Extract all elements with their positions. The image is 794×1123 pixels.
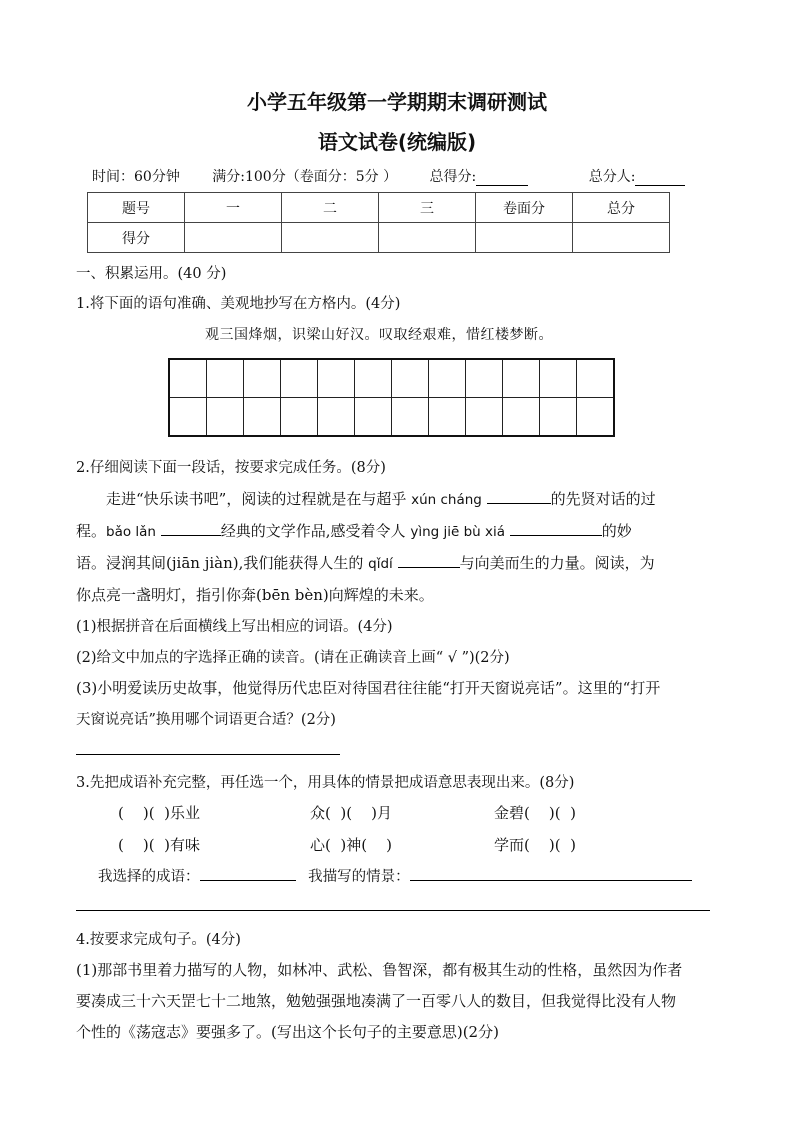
idiom-item[interactable]: ( )( )乐业 <box>118 804 201 822</box>
grid-cell[interactable] <box>207 359 244 398</box>
grid-cell[interactable] <box>429 359 466 398</box>
grid-cell[interactable] <box>169 398 207 437</box>
grid-cell[interactable] <box>429 398 466 437</box>
grid-cell[interactable] <box>169 359 207 398</box>
answer-blank[interactable] <box>398 549 460 568</box>
score-input-cell[interactable] <box>379 223 476 253</box>
score-table <box>87 192 670 253</box>
idiom-item[interactable]: 学而( )( ) <box>494 836 577 854</box>
score-input-cell[interactable] <box>185 223 282 253</box>
q3-prompt: 3.先把成语补充完整，再任选一个，用具体的情景把成语意思表现出来。(8分) <box>76 775 575 791</box>
full-score-info: 满分:100分（卷面分：5分 ） <box>212 169 398 185</box>
grid-cell[interactable] <box>503 359 540 398</box>
answer-blank[interactable] <box>161 517 221 536</box>
grid-cell[interactable] <box>207 398 244 437</box>
pinyin-xunchang: xún cháng <box>411 492 482 508</box>
grid-cell[interactable] <box>577 398 615 437</box>
q1-prompt: 1.将下面的语句准确、美观地抄写在方格内。(4分) <box>76 296 401 312</box>
grid-cell[interactable] <box>577 359 615 398</box>
grid-cell[interactable] <box>466 359 503 398</box>
q2-sub3-line1: (3)小明爱读历史故事，他觉得历代忠臣对待国君往往能“打开天窗说亮话”。这里的“打开 <box>76 679 661 697</box>
q2-passage <box>76 484 720 611</box>
score-header-cell: 卷面分 <box>476 193 573 223</box>
writing-grid <box>168 358 615 437</box>
score-header-cell: 一 <box>185 193 282 223</box>
time-info: 时间：60分钟 <box>92 169 180 185</box>
pinyin-yingjiebuxia: yìng jiē bù xiá <box>410 524 506 540</box>
q4-text-line: (1)那部书里着力描写的人物，如林冲、武松、鲁智深，都有极其生动的性格，虽然因为作者 <box>76 961 683 979</box>
q4-prompt: 4.按要求完成句子。(4分) <box>76 932 241 948</box>
passage-text: 经典的文学作品,感受着令人 <box>220 522 411 540</box>
exam-title: 小学五年级第一学期期末调研测试 <box>247 90 547 114</box>
score-table-header-row <box>88 193 670 223</box>
scorer-field[interactable]: 总分人: <box>589 169 714 185</box>
score-input-cell[interactable] <box>573 223 670 253</box>
grid-cell[interactable] <box>318 359 355 398</box>
grid-cell[interactable] <box>244 359 281 398</box>
grid-cell[interactable] <box>244 398 281 437</box>
answer-blank[interactable] <box>487 485 551 504</box>
q3-answer-line[interactable] <box>76 910 710 911</box>
dotted-char: 间 <box>151 554 167 572</box>
exam-meta <box>92 166 741 186</box>
grid-cell[interactable] <box>392 359 429 398</box>
passage-text: 程。 <box>76 522 107 540</box>
exam-subtitle: 语文试卷(统编版) <box>317 130 477 154</box>
q2-sub1: (1)根据拼音在后面横线上写出相应的词语。(4分) <box>76 619 393 635</box>
idiom-item[interactable]: 众( )( )月 <box>310 804 393 822</box>
q4-text-line: 要凑成三十六天罡七十二地煞，勉勉强强地凑满了一百零八人的数目，但我觉得比没有人物 <box>76 992 677 1010</box>
score-header-cell: 三 <box>379 193 476 223</box>
q2-sub2: (2)给文中加点的字选择正确的读音。(请在正确读音上画“ √ ”)(2分) <box>76 650 510 666</box>
passage-text: 你点亮一盏明灯，指引你 <box>76 586 242 604</box>
q2-sub3-line2: 天窗说亮话”换用哪个词语更合适？(2分) <box>76 712 336 728</box>
grid-cell[interactable] <box>540 359 577 398</box>
score-input-cell[interactable] <box>476 223 573 253</box>
passage-text: (jiān jiàn),我们能获得人生的 <box>166 554 369 572</box>
score-table-row <box>88 223 670 253</box>
passage-text: 走进“快乐读书吧”，阅读的过程就是在与超乎 <box>106 490 412 508</box>
answer-blank[interactable] <box>510 517 602 536</box>
score-header-cell: 总分 <box>573 193 670 223</box>
idiom-item[interactable]: 心( )神( ) <box>310 836 393 854</box>
grid-cell[interactable] <box>392 398 429 437</box>
passage-text: 语。浸润其 <box>76 554 152 572</box>
score-header-cell: 题号 <box>88 193 185 223</box>
scene-blank[interactable] <box>410 864 692 881</box>
grid-cell[interactable] <box>540 398 577 437</box>
q4-text-line: 个性的《荡寇志》要强多了。(写出这个长句子的主要意思)(2分) <box>76 1023 499 1041</box>
q1-sentence: 观三国烽烟，识梁山好汉。叹取经艰难，惜红楼梦断。 <box>205 327 553 343</box>
dotted-char: 奔 <box>241 586 257 604</box>
passage-text: 的妙 <box>601 522 632 540</box>
q2-sub3-answer-line[interactable] <box>76 754 340 755</box>
passage-text: 与向美而生的力量。阅读，为 <box>459 554 655 572</box>
idiom-item[interactable]: 金碧( )( ) <box>494 804 577 822</box>
pinyin-qidi: qǐdí <box>368 556 393 572</box>
chosen-idiom-label: 我选择的成语： <box>98 869 200 885</box>
grid-cell[interactable] <box>466 398 503 437</box>
passage-text: 的先贤对话的过 <box>550 490 656 508</box>
grid-cell[interactable] <box>281 359 318 398</box>
grid-cell[interactable] <box>281 398 318 437</box>
q3-answer-row <box>98 864 692 886</box>
grid-cell[interactable] <box>355 398 392 437</box>
grid-cell[interactable] <box>355 359 392 398</box>
total-score-field[interactable]: 总得分: <box>430 169 557 185</box>
pinyin-baolan: bǎo lǎn <box>106 524 156 540</box>
chosen-idiom-blank[interactable] <box>200 864 296 881</box>
passage-text: (bēn bèn)向辉煌的未来。 <box>256 586 434 604</box>
section1-title: 一、积累运用。(40 分) <box>76 266 227 282</box>
scene-label: 我描写的情景： <box>308 869 410 885</box>
grid-cell[interactable] <box>503 398 540 437</box>
q2-prompt: 2.仔细阅读下面一段话，按要求完成任务。(8分) <box>76 460 386 476</box>
score-header-cell: 二 <box>282 193 379 223</box>
score-input-cell[interactable] <box>282 223 379 253</box>
score-row-label: 得分 <box>88 223 185 253</box>
idiom-item[interactable]: ( )( )有味 <box>118 836 201 854</box>
grid-cell[interactable] <box>318 398 355 437</box>
